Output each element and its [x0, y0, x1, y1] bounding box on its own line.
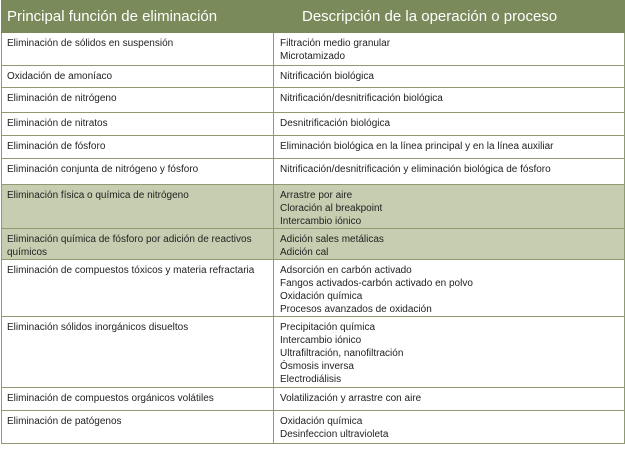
table-row — [2, 260, 625, 317]
principal-funcion-cell: Eliminación de compuestos tóxicos y materia refractaria — [2, 260, 274, 317]
descripcion-cell — [274, 88, 625, 113]
descripcion-cell — [274, 260, 625, 317]
descripcion-cell — [274, 66, 625, 88]
descripcion-line: Arrastre por aire — [280, 190, 353, 201]
table-row — [2, 229, 625, 260]
descripcion-cell — [274, 229, 625, 260]
principal-funcion-cell: Eliminación de compuestos orgánicos volátiles — [2, 388, 274, 411]
descripcion-cell — [274, 33, 625, 66]
descripcion-line: Microtamizado — [280, 51, 346, 62]
descripcion-line: Intercambio iónico — [280, 216, 362, 227]
descripcion-line: Desnitrificación biológica — [280, 118, 391, 129]
descripcion-line: Nitrificación/desnitrificación y eliminación biológica de fósforo — [280, 164, 551, 175]
principal-funcion-cell: Oxidación de amoníaco — [2, 66, 274, 88]
header-descripcion: Descripción de la operación o proceso — [274, 1, 625, 33]
table-row — [2, 159, 625, 185]
header-principal-funcion: Principal función de eliminación — [2, 1, 274, 33]
descripcion-line: Oxidación química — [280, 416, 363, 427]
descripcion-cell — [274, 159, 625, 185]
principal-funcion-cell: Eliminación de sólidos en suspensión — [2, 33, 274, 66]
descripcion-line: Volatilización y arrastre con aire — [280, 393, 422, 404]
principal-funcion-cell: Eliminación de nitrógeno — [2, 88, 274, 113]
principal-funcion-cell: Eliminación de nitratos — [2, 113, 274, 136]
table-row — [2, 33, 625, 66]
descripcion-cell — [274, 411, 625, 444]
principal-funcion-cell: Eliminación física o química de nitrógeno — [2, 185, 274, 229]
descripcion-line: Fangos activados-carbón activado en polvo — [280, 278, 473, 289]
descripcion-cell — [274, 317, 625, 388]
table-row — [2, 88, 625, 113]
descripcion-line: Oxidación química — [280, 291, 363, 302]
descripcion-line: Intercambio iónico — [280, 335, 362, 346]
descripcion-line: Desinfeccion ultravioleta — [280, 429, 389, 440]
table-row — [2, 185, 625, 229]
descripcion-line: Procesos avanzados de oxidación — [280, 304, 432, 315]
descripcion-line: Electrodiálisis — [280, 374, 342, 385]
table-header-row — [2, 1, 625, 33]
descripcion-line: Adición cal — [280, 247, 329, 258]
principal-funcion-cell: Eliminación sólidos inorgánicos disueltos — [2, 317, 274, 388]
descripcion-line: Cloración al breakpoint — [280, 203, 383, 214]
descripcion-cell — [274, 388, 625, 411]
table-row — [2, 411, 625, 444]
table-row — [2, 136, 625, 159]
table-row — [2, 317, 625, 388]
descripcion-cell — [274, 113, 625, 136]
principal-funcion-cell: Eliminación química de fósforo por adición de reactivos químicos — [2, 229, 274, 260]
table-row — [2, 113, 625, 136]
descripcion-line: Nitrificación/desnitrificación biológica — [280, 93, 443, 104]
descripcion-line: Ultrafiltración, nanofiltración — [280, 348, 404, 359]
descripcion-cell — [274, 136, 625, 159]
descripcion-line: Nitrificación biológica — [280, 71, 374, 82]
descripcion-line: Precipitación química — [280, 322, 376, 333]
table-row — [2, 66, 625, 88]
principal-funcion-cell: Eliminación conjunta de nitrógeno y fósforo — [2, 159, 274, 185]
treatment-processes-table — [1, 0, 625, 444]
principal-funcion-cell: Eliminación de fósforo — [2, 136, 274, 159]
descripcion-cell — [274, 185, 625, 229]
descripcion-line: Filtración medio granular — [280, 38, 391, 49]
table-row — [2, 388, 625, 411]
descripcion-line: Adición sales metálicas — [280, 234, 384, 245]
principal-funcion-cell: Eliminación de patógenos — [2, 411, 274, 444]
descripcion-line: Adsorción en carbón activado — [280, 265, 412, 276]
descripcion-line: Eliminación biológica en la línea principal y en la línea auxiliar — [280, 141, 554, 152]
descripcion-line: Ósmosis inversa — [280, 361, 354, 372]
